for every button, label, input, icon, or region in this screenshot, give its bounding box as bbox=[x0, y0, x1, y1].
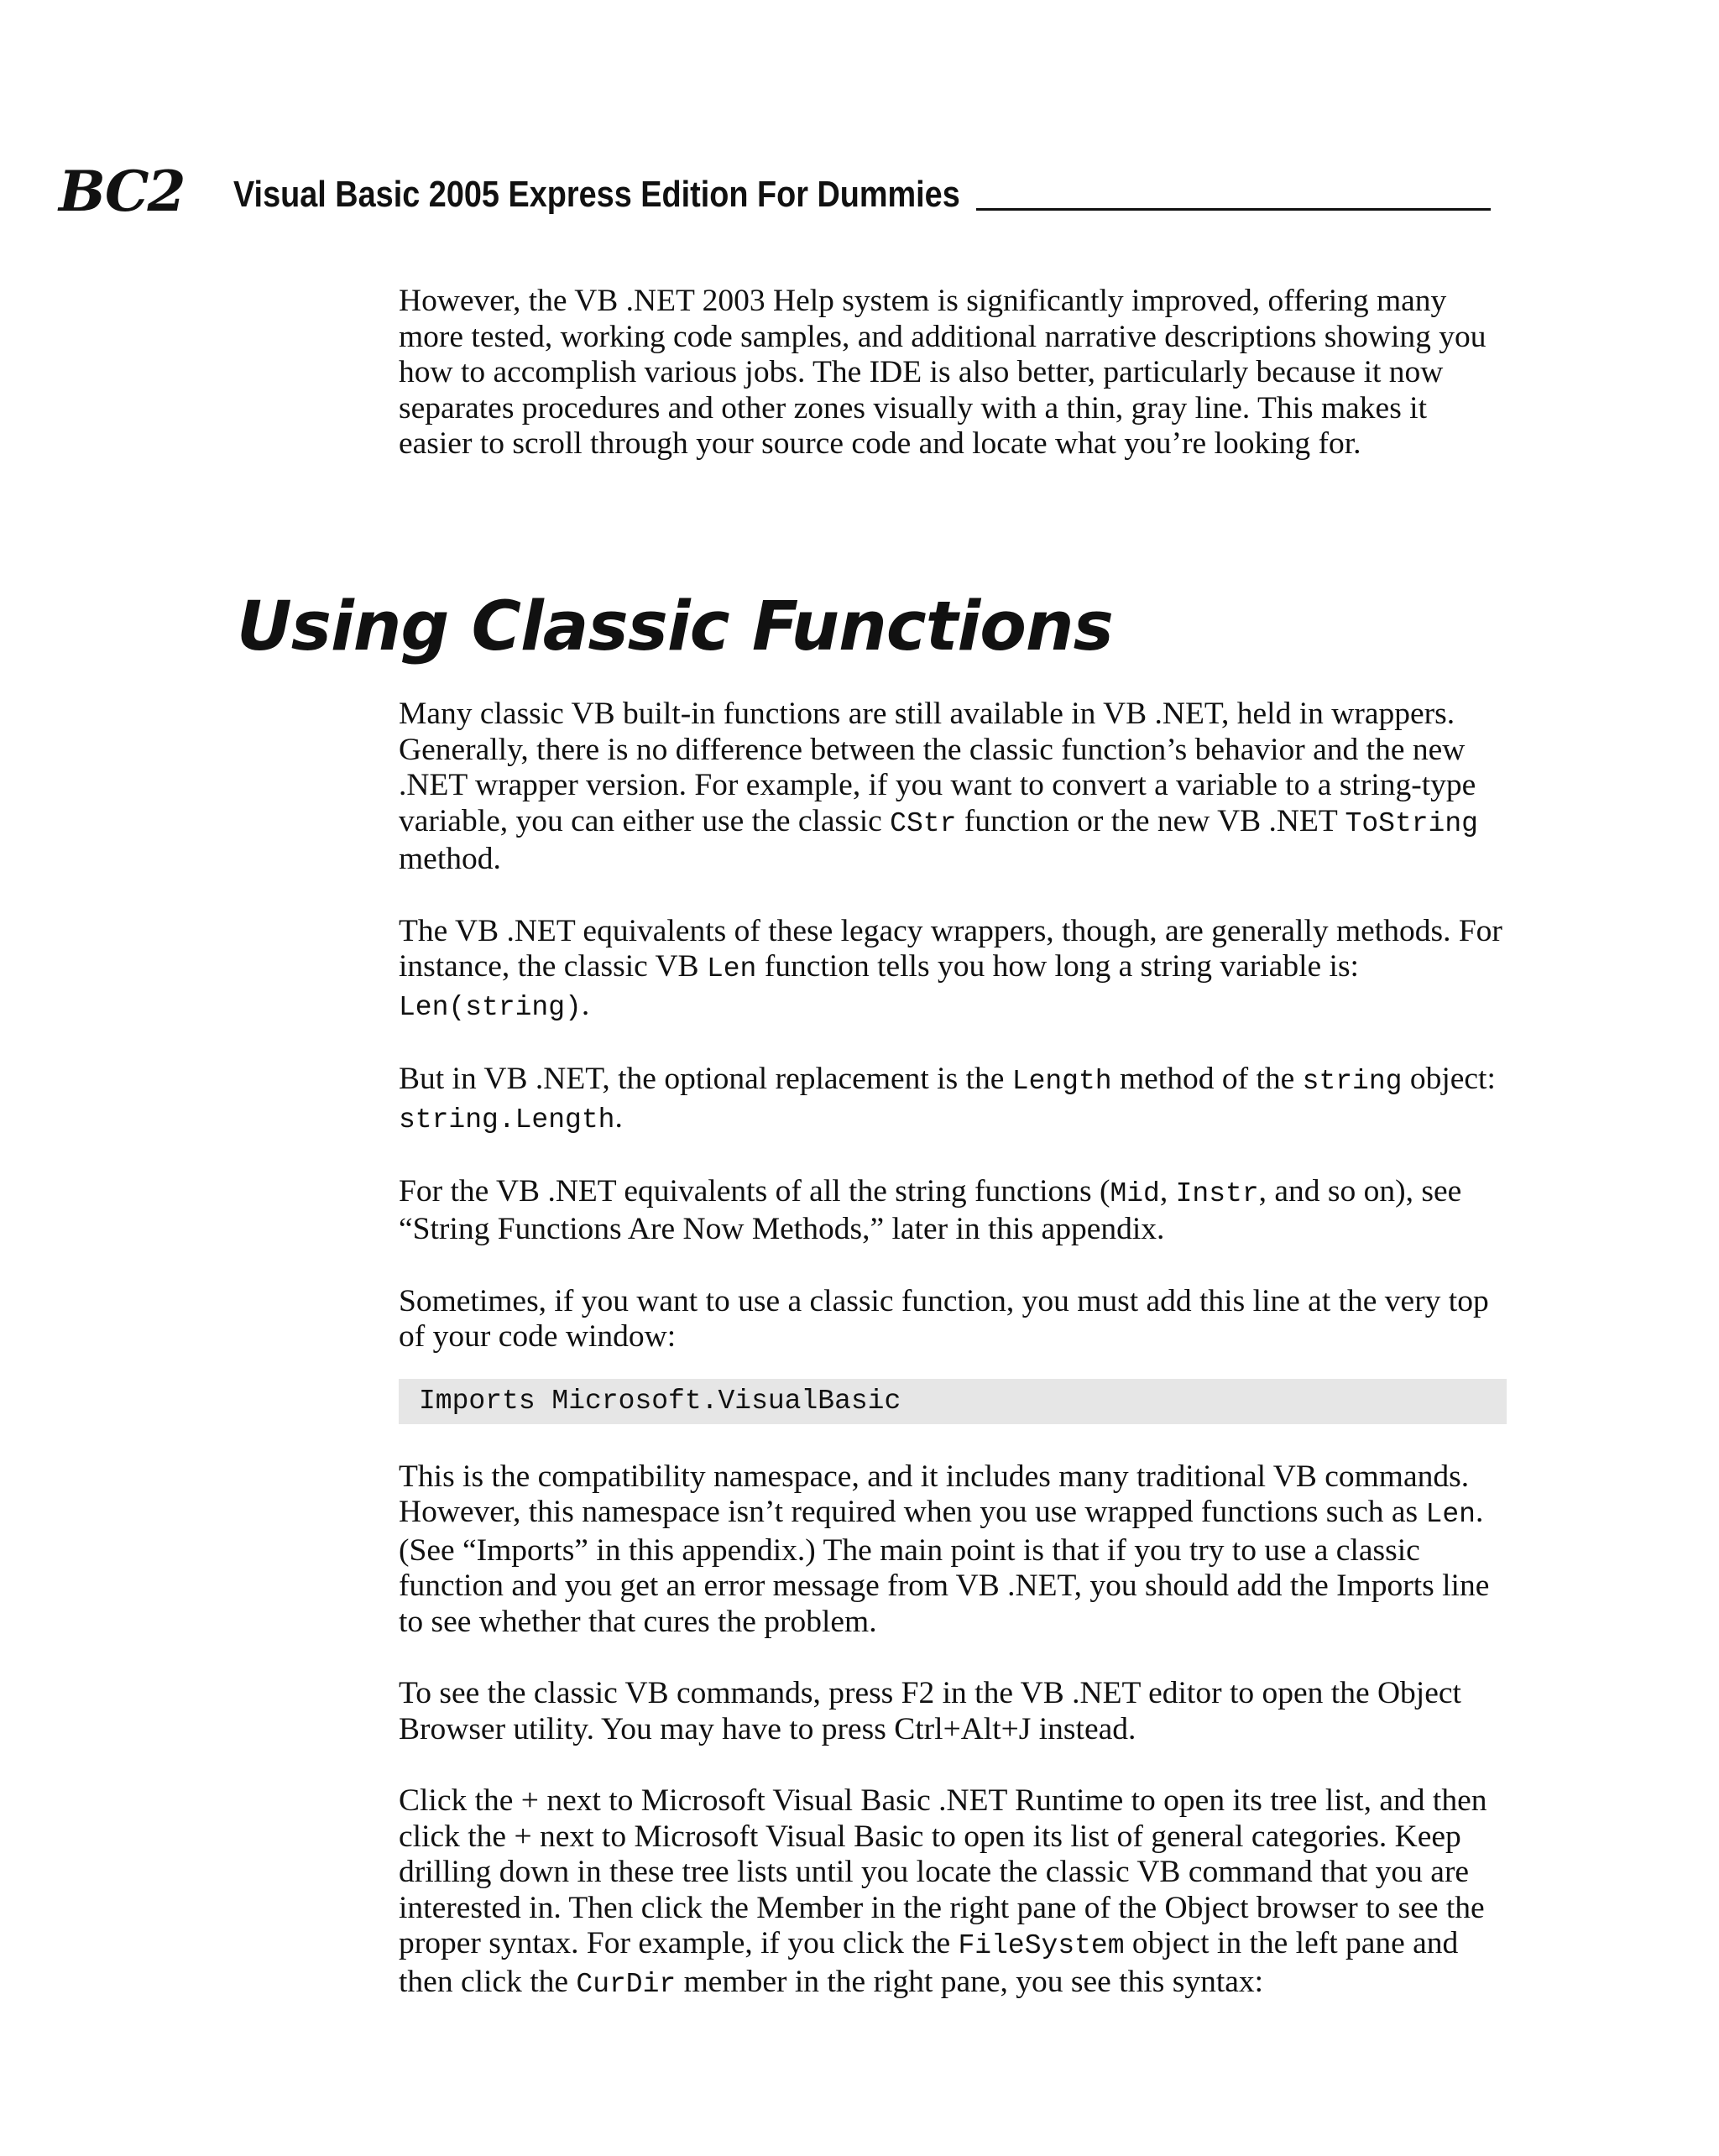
code-curdir: CurDir bbox=[576, 1969, 677, 2000]
text-run: The VB .NET equivalents of these legacy wrappers, though, are generally methods. For instance, the classic VB bbox=[399, 913, 1502, 984]
paragraph-compatibility-namespace bbox=[399, 1459, 1507, 1641]
text-run: . bbox=[581, 987, 590, 1022]
code-len-string: Len(string) bbox=[399, 991, 582, 1023]
text-run: object in the left pane and then click the bbox=[399, 1926, 1459, 1999]
paragraph-string-functions bbox=[399, 1174, 1507, 1248]
text-run: object: bbox=[1402, 1061, 1496, 1096]
text-run: . bbox=[614, 1099, 623, 1135]
text-run: For the VB .NET equivalents of all the string functions ( bbox=[399, 1173, 1110, 1209]
code-filesystem: FileSystem bbox=[958, 1930, 1125, 1962]
text-run: function or the new VB .NET bbox=[956, 803, 1345, 838]
text-run: Many classic VB built-in functions are still available in VB .NET, held in wrappers. Generally, there is no difference between the classic function’s behavior and the new .NET wrapper version. For example, if you want to convert a variable to a string-type variable, you can either use the classic bbox=[399, 697, 1476, 838]
header-rule bbox=[976, 208, 1491, 211]
running-head: Visual Basic 2005 Express Edition For Dummies bbox=[233, 174, 960, 215]
text-run: method of the bbox=[1111, 1061, 1303, 1096]
code-len: Len bbox=[706, 953, 757, 985]
text-run: function tells you how long a string variable is: bbox=[756, 949, 1359, 984]
paragraph-tree-list bbox=[399, 1783, 1507, 2003]
code-tostring: ToString bbox=[1345, 807, 1478, 839]
text-run: , bbox=[1159, 1173, 1176, 1209]
intro-paragraph: However, the VB .NET 2003 Help system is significantly improved, offering many more tested, working code samples, and additional narrative descriptions showing you how to accomplish various jobs. The IDE is also better, particularly because it now separates procedures and other zones visually with a thin, gray line. This makes it easier to scroll through your source code and locate what you’re looking for. bbox=[399, 284, 1486, 462]
code-instr: Instr bbox=[1175, 1177, 1259, 1209]
code-cstr: CStr bbox=[890, 807, 957, 839]
code-listing-imports: Imports Microsoft.VisualBasic bbox=[399, 1379, 1507, 1424]
text-run: , and so on), see “String Functions Are Now Methods,” later in this appendix. bbox=[399, 1173, 1462, 1247]
section-heading: Using Classic Functions bbox=[237, 587, 1113, 666]
code-length: Length bbox=[1011, 1065, 1112, 1097]
text-run: Click the + next to Microsoft Visual Basic .NET Runtime to open its tree list, and then click the + next to Microsoft Visual Basic to open its list of general categories. Keep drilling down in these tree lists until you locate the classic VB command that you are interested in. Then click the Member in the right pane of the Object browser to see the proper syntax. For example, if you click the bbox=[399, 1783, 1487, 1961]
paragraph-object-browser: To see the classic VB commands, press F2 in the VB .NET editor to open the Object Browser utility. You may have to press Ctrl+Alt+J instead. bbox=[399, 1676, 1461, 1746]
paragraph-legacy-methods bbox=[399, 914, 1507, 1026]
page-number: BC2 bbox=[59, 159, 185, 224]
text-run: But in VB .NET, the optional replacement is the bbox=[399, 1061, 1012, 1096]
code-string: string bbox=[1302, 1065, 1403, 1097]
code-mid: Mid bbox=[1110, 1177, 1160, 1209]
code-len: Len bbox=[1425, 1499, 1476, 1531]
paragraph-wrappers bbox=[399, 697, 1507, 878]
intro-block bbox=[399, 284, 1507, 499]
text-run: member in the right pane, you see this syntax: bbox=[676, 1965, 1264, 1999]
text-run: This is the compatibility namespace, and it includes many traditional VB commands. However, this namespace isn’t required when you use wrapped functions such as bbox=[399, 1459, 1470, 1530]
text-run: method. bbox=[399, 842, 501, 877]
paragraph-imports-intro: Sometimes, if you want to use a classic function, you must add this line at the very top of your code window: bbox=[399, 1283, 1489, 1355]
paragraph-length-method bbox=[399, 1062, 1507, 1138]
code-string-length: string.Length bbox=[399, 1104, 615, 1135]
text-run: . (See “Imports” in this appendix.) The main point is that if you try to use a classic function and you get an error message from VB .NET, you should add the Imports line to see whether that cures the problem. bbox=[399, 1495, 1490, 1640]
section-body bbox=[399, 697, 1507, 2039]
